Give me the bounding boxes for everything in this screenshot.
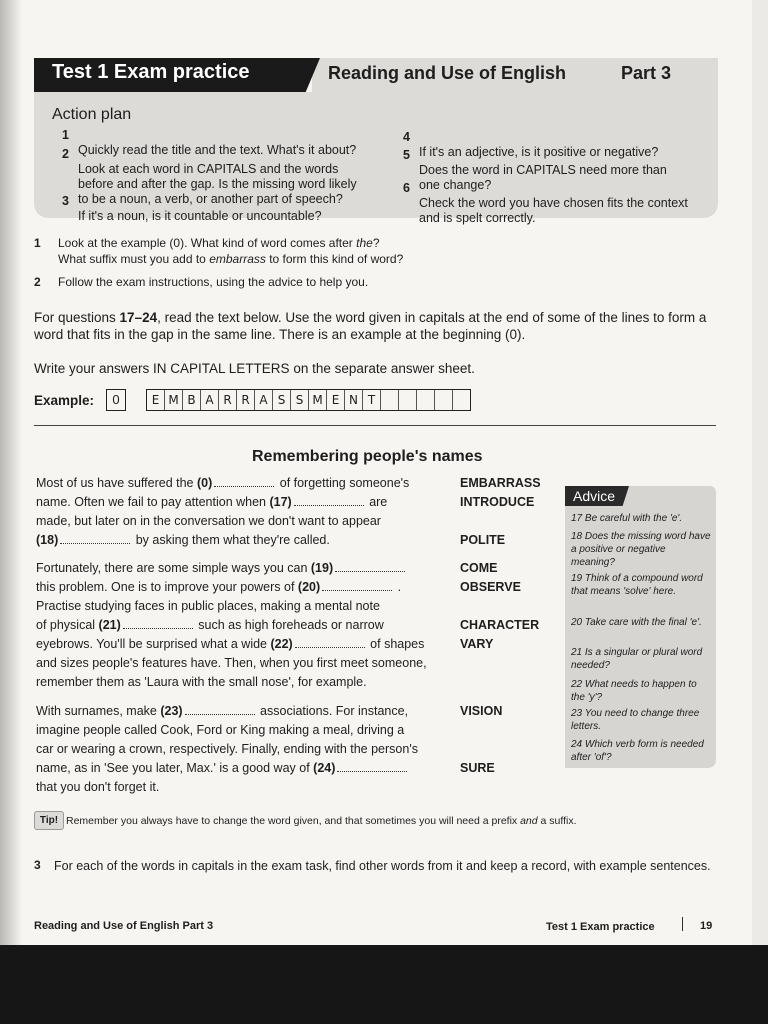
gap-number: (0) <box>196 476 213 490</box>
letter-box <box>381 390 399 410</box>
text-em: and <box>520 815 538 827</box>
text-line <box>36 514 381 528</box>
line-text: With surnames, make <box>36 704 161 718</box>
advice-text: Think of a compound word that means 'solve' here. <box>571 573 703 597</box>
text: ? <box>372 236 380 250</box>
advice-number: 18 <box>571 531 583 542</box>
line-text: Practise studying faces in public places, making a mental note <box>36 599 380 613</box>
item-text: If it's an adjective, is it positive or negative? <box>419 145 659 159</box>
instruction-number: 1 <box>34 236 41 250</box>
keyword: EMBARRASS <box>460 476 541 490</box>
item-number: 6 <box>403 181 410 195</box>
text-line <box>36 637 424 651</box>
advice-text: You need to change three letters. <box>571 708 700 732</box>
instruction-2 <box>58 274 708 290</box>
divider <box>34 425 716 426</box>
letter-box: A <box>255 390 273 410</box>
item-number: 4 <box>403 130 410 144</box>
advice-text: Does the missing word have a positive or negative meaning? <box>571 531 711 568</box>
item-text: Quickly read the title and the text. What's it about? <box>78 143 357 157</box>
letter-box: R <box>237 390 255 410</box>
text-line <box>36 742 418 756</box>
text-title: Remembering people's names <box>252 448 483 465</box>
gap-number: (17) <box>269 495 292 509</box>
line-text: made, but later on in the conversation we don't want to appear <box>36 514 381 528</box>
line-text: of shapes <box>366 637 425 651</box>
advice-number: 23 <box>571 708 583 719</box>
keyword: VARY <box>460 637 494 651</box>
tip-label: Tip! <box>34 811 64 830</box>
answer-gap <box>295 639 365 648</box>
answer-gap <box>335 563 405 572</box>
line-text: . <box>394 580 402 594</box>
advice-number: 21 <box>571 647 583 658</box>
advice-number: 17 <box>571 513 583 524</box>
keyword: POLITE <box>460 533 506 547</box>
text-line <box>36 533 330 547</box>
item-text: Look at each word in CAPITALS and the words before and after the gap. Is the missing word likely to be a noun, a verb, or another part of speech? <box>78 162 357 206</box>
line-text: remember them as 'Laura with the small nose', for example. <box>36 675 367 689</box>
line-text: that you don't forget it. <box>36 780 160 794</box>
text-line <box>36 476 409 490</box>
gap-number: (21) <box>98 618 121 632</box>
line-text: name. Often we fail to pay attention when <box>36 495 270 509</box>
keyword: SURE <box>460 761 495 775</box>
answer-gap <box>123 620 193 629</box>
text: Remember you always have to change the word given, and that sometimes you will need a prefix <box>66 815 521 827</box>
task-instructions <box>34 309 714 343</box>
text-line <box>36 656 427 670</box>
text-line <box>36 723 404 737</box>
advice-text: Take care with the final 'e'. <box>584 617 702 628</box>
line-text: and sizes people's features have. Then, when you first meet someone, <box>36 656 427 670</box>
letter-box: E <box>327 390 345 410</box>
line-text: eyebrows. You'll be surprised what a wide <box>36 637 271 651</box>
answer-gap <box>60 535 130 544</box>
instruction-1 <box>58 235 708 267</box>
item-text: If it's a noun, is it countable or uncountable? <box>78 209 322 223</box>
text: to form this kind of word? <box>265 252 404 266</box>
text: What suffix must you add to <box>58 252 210 266</box>
letter-box <box>399 390 417 410</box>
letter-box: T <box>363 390 381 410</box>
gap-number: (18) <box>36 533 59 547</box>
footer-test: Test 1 Exam practice <box>546 921 655 933</box>
text-line <box>36 675 367 689</box>
letter-box <box>417 390 435 410</box>
advice-item <box>571 530 711 569</box>
letter-box: S <box>291 390 309 410</box>
page-edge-shadow <box>0 0 22 945</box>
text-line <box>36 618 384 632</box>
advice-item <box>571 616 711 629</box>
advice-text: Be careful with the 'e'. <box>584 513 683 524</box>
advice-number: 20 <box>571 617 583 628</box>
line-text: such as high foreheads or narrow <box>194 618 384 632</box>
gap-number: (24) <box>313 761 336 775</box>
keyword: OBSERVE <box>460 580 521 594</box>
example-answer-boxes <box>146 389 471 411</box>
advice-number: 24 <box>571 739 583 750</box>
text-line <box>36 561 407 575</box>
page-title: Test 1 Exam practice <box>52 61 250 83</box>
keyword: CHARACTER <box>460 618 540 632</box>
text-em: embarrass <box>209 252 266 266</box>
answer-gap <box>185 706 255 715</box>
answer-gap <box>214 478 274 487</box>
letter-box <box>435 390 453 410</box>
line-text: Most of us have suffered the <box>36 476 197 490</box>
answer-gap <box>294 497 364 506</box>
section-title: Reading and Use of English <box>328 63 567 83</box>
item-number: 1 <box>62 128 69 142</box>
advice-item <box>571 572 711 598</box>
advice-item <box>571 512 711 525</box>
advice-title: Advice <box>573 488 616 504</box>
question-3-text: For each of the words in capitals in the exam task, find other words from it and keep a record, with example sentences. <box>54 859 711 873</box>
line-text: Fortunately, there are some simple ways you can <box>36 561 311 575</box>
text-line <box>36 780 159 794</box>
example-label: Example: <box>34 393 95 408</box>
advice-item <box>571 646 711 672</box>
letter-box <box>453 390 470 410</box>
text-em: the <box>356 236 373 250</box>
item-number: 5 <box>403 148 410 162</box>
letter-box: N <box>345 390 363 410</box>
action-plan-title: Action plan <box>52 106 132 123</box>
text: , read the text below. Use the word given in capitals at the end of some of the lines to form a word that fits in the gap in the same line. There is an example at the beginning (0). <box>34 310 707 342</box>
advice-text: Is a singular or plural word needed? <box>571 647 703 671</box>
action-plan-item <box>403 181 719 226</box>
text: Look at the example (0). What kind of word comes after <box>58 236 357 250</box>
line-text: by asking them what they're called. <box>132 533 330 547</box>
page-number: 19 <box>700 920 713 932</box>
advice-text: Which verb form is needed after 'of'? <box>571 739 704 763</box>
advice-item <box>571 678 711 704</box>
letter-box: M <box>165 390 183 410</box>
letter-box: A <box>201 390 219 410</box>
line-text: this problem. One is to improve your powers of <box>36 580 298 594</box>
scan-bottom-bar <box>0 945 768 1024</box>
answer-gap <box>337 763 407 772</box>
tip-text <box>66 815 577 827</box>
letter-box: R <box>219 390 237 410</box>
text: Follow the exam instructions, using the advice to help you. <box>58 275 369 289</box>
gap-number: (23) <box>160 704 183 718</box>
task-answer-instruction: Write your answers IN CAPITAL LETTERS on the separate answer sheet. <box>34 361 475 376</box>
line-text: imagine people called Cook, Ford or King making a meal, driving a <box>36 723 405 737</box>
answer-gap <box>322 582 392 591</box>
line-text: of physical <box>36 618 99 632</box>
item-text: Check the word you have chosen fits the context and is spelt correctly. <box>419 196 688 225</box>
instruction-number: 2 <box>34 275 41 289</box>
text-line <box>36 580 401 594</box>
keyword: INTRODUCE <box>460 495 535 509</box>
line-text: car or wearing a crown, respectively. Finally, ending with the person's <box>36 742 418 756</box>
letter-box: B <box>183 390 201 410</box>
advice-text: What needs to happen to the 'y'? <box>571 679 697 703</box>
keyword: COME <box>460 561 498 575</box>
line-text: are <box>365 495 388 509</box>
text-line <box>36 599 380 613</box>
text: For questions <box>34 310 120 325</box>
advice-item <box>571 707 711 733</box>
line-text: name, as in 'See you later, Max.' is a good way of <box>36 761 314 775</box>
advice-number: 19 <box>571 573 583 584</box>
example-number-box: 0 <box>106 389 126 411</box>
letter-box: E <box>147 390 165 410</box>
part-label: Part 3 <box>621 63 672 83</box>
advice-item <box>571 738 711 764</box>
footer-section: Reading and Use of English Part 3 <box>34 920 214 932</box>
text-line <box>36 495 387 509</box>
text: a suffix. <box>537 815 577 827</box>
item-number: 2 <box>62 147 69 161</box>
letter-box: S <box>273 390 291 410</box>
line-text: of forgetting someone's <box>276 476 410 490</box>
footer-separator <box>682 917 683 931</box>
gap-number: (22) <box>270 637 293 651</box>
item-text: Does the word in CAPITALS need more than one change? <box>419 163 667 192</box>
item-number: 3 <box>62 194 69 208</box>
gap-number: (20) <box>297 580 321 594</box>
keyword: VISION <box>460 704 503 718</box>
action-plan-item <box>62 194 388 224</box>
letter-box: M <box>309 390 327 410</box>
text-bold: 17–24 <box>119 310 158 325</box>
advice-number: 22 <box>571 679 583 690</box>
question-3-number: 3 <box>34 858 41 872</box>
line-text: associations. For instance, <box>256 704 409 718</box>
text-line <box>36 704 408 718</box>
gap-number: (19) <box>310 561 334 575</box>
text-line <box>36 761 409 775</box>
